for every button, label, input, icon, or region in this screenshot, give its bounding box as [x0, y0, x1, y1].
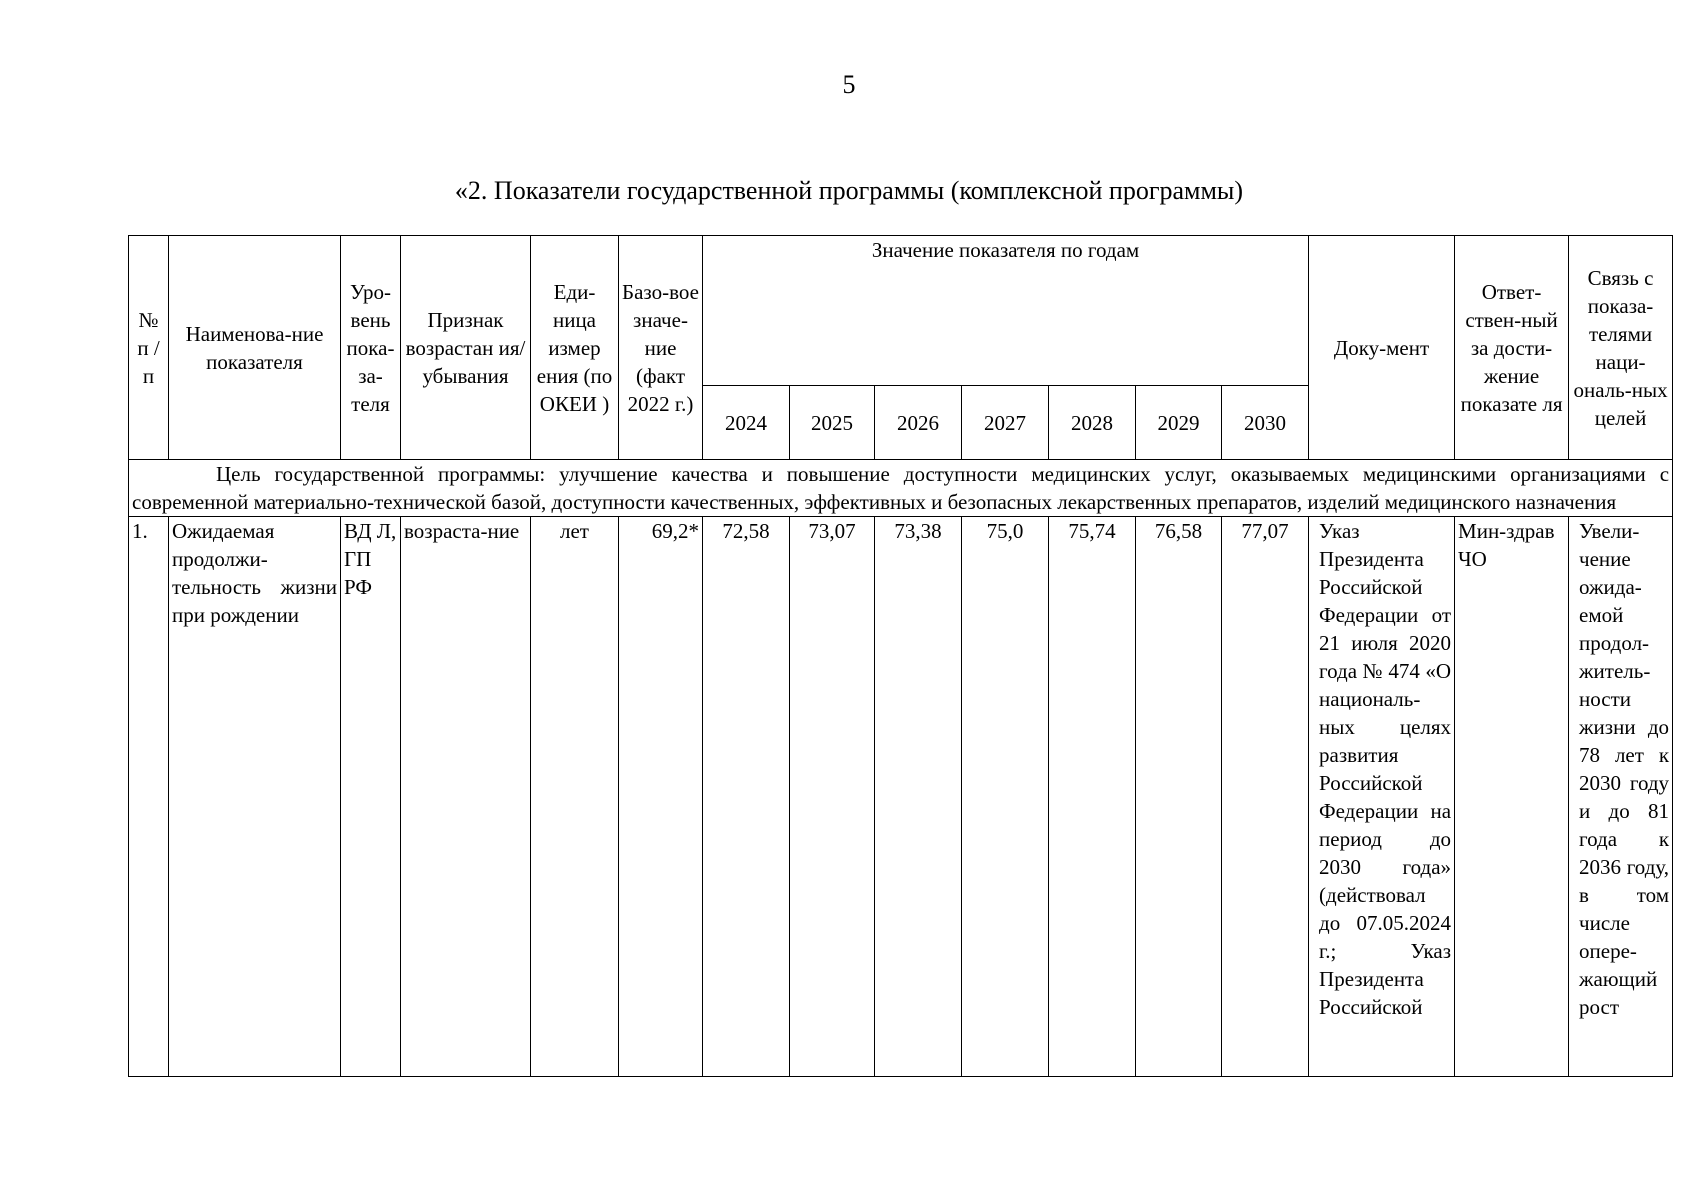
header-trend: Признак возрастан ия/ убывания: [401, 236, 531, 460]
indicators-table: [128, 235, 1673, 1077]
cell-value-2026: 73,38: [875, 517, 962, 1077]
cell-level: ВД Л, ГП РФ: [341, 517, 401, 1077]
header-national-goals-link: Связь с показа-телями наци-ональ-ных целей: [1569, 236, 1673, 460]
header-unit: Еди-ница измер ения (по ОКЕИ ): [531, 236, 619, 460]
header-document: Доку-мент: [1309, 236, 1455, 460]
header-base-value: Базо-вое значе-ние (факт 2022 г.): [619, 236, 703, 460]
cell-value-2025: 73,07: [790, 517, 875, 1077]
cell-value-2028: 75,74: [1049, 517, 1136, 1077]
cell-base-value: 69,2*: [619, 517, 703, 1077]
goal-text: Цель государственной программы: улучшение качества и повышение доступности медицинских услуг, оказываемых медицинскими организациями с современной материально-технической базой, доступности качественных, эффективных и безопасных лекарственных препаратов, изделий медицинского назначения: [132, 462, 1670, 514]
cell-trend: возраста-ние: [401, 517, 531, 1077]
header-name: Наименова-ние показателя: [169, 236, 341, 460]
header-values-by-year: Значение показателя по годам: [703, 236, 1309, 386]
header-responsible: Ответ-ствен-ный за дости-жение показате ля: [1455, 236, 1569, 460]
header-year: 2027: [962, 386, 1049, 460]
cell-num: 1.: [129, 517, 169, 1077]
header-year: 2026: [875, 386, 962, 460]
header-year: 2030: [1222, 386, 1309, 460]
header-year: 2025: [790, 386, 875, 460]
page-number: 5: [842, 70, 856, 99]
cell-responsible: Мин-здрав ЧО: [1455, 517, 1569, 1077]
cell-value-2030: 77,07: [1222, 517, 1309, 1077]
cell-national-goals-link: Увели-чение ожида-емой продол-житель-ности жизни до 78 лет к 2030 году и до 81 года к 2036 году, в том числе опере-жающий рост: [1569, 517, 1673, 1077]
header-year: 2028: [1049, 386, 1136, 460]
cell-value-2029: 76,58: [1136, 517, 1222, 1077]
header-level: Уро-вень пока-за-теля: [341, 236, 401, 460]
cell-document: Указ Президента Российской Федерации от 21 июля 2020 года № 474 «О националь-ных целях развития Российской Федерации на период до 2030 года» (действовал до 07.05.2024 г.; Указ Президента Российской: [1309, 517, 1455, 1077]
section-title: «2. Показатели государственной программы (комплексной программы): [454, 176, 1244, 205]
cell-value-2024: 72,58: [703, 517, 790, 1077]
cell-name: Ожидаемая продолжи-тельность жизни при рождении: [169, 517, 341, 1077]
goal-row: [129, 460, 1673, 517]
cell-value-2027: 75,0: [962, 517, 1049, 1077]
cell-unit: лет: [531, 517, 619, 1077]
header-num: № п / п: [129, 236, 169, 460]
header-year: 2029: [1136, 386, 1222, 460]
table-row: [129, 517, 1673, 1077]
header-year: 2024: [703, 386, 790, 460]
